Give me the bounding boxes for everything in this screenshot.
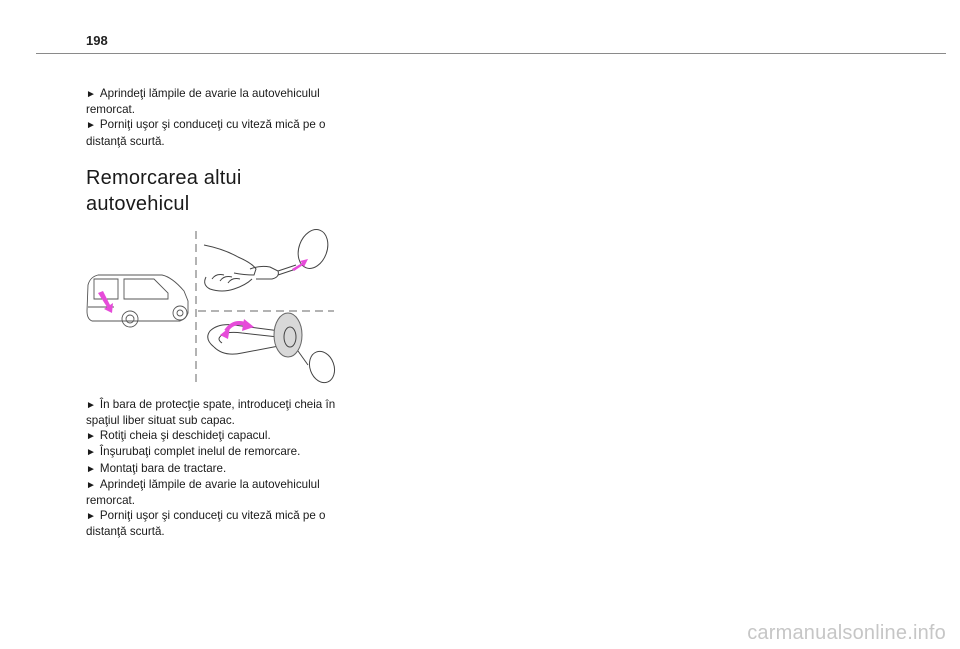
hand-with-key-drawing: [204, 227, 333, 291]
step-item: ► Înşurubaţi complet inelul de remorcare.: [86, 444, 346, 460]
watermark: carmanualsonline.info: [747, 622, 946, 644]
step-item: ► Porniţi uşor şi conduceţi cu viteză mică pe o distanţă scurtă.: [86, 118, 326, 148]
bullet-arrow-icon: ►: [86, 431, 96, 443]
page-number: 198: [86, 33, 108, 48]
header-divider: [36, 53, 946, 54]
content-column: [86, 86, 346, 540]
towing-ring-drawing: [208, 313, 339, 385]
step-item: ► Aprindeţi lămpile de avarie la autovehiculul remorcat.: [86, 87, 320, 117]
towing-eye-illustration: [84, 227, 346, 385]
bullet-arrow-icon: ►: [86, 399, 96, 411]
step-item: ► Aprindeţi lămpile de avarie la autovehiculul remorcat.: [86, 477, 320, 508]
bullet-arrow-icon: ►: [86, 447, 96, 459]
step-item: ► Montaţi bara de tractare.: [86, 461, 346, 477]
bullet-arrow-icon: ►: [86, 120, 96, 132]
bullet-arrow-icon: ►: [86, 479, 96, 491]
step-item: ► Rotiţi cheia şi deschideţi capacul.: [86, 428, 346, 444]
step-item: ► Porniţi uşor şi conduceţi cu viteză mică pe o distanţă scurtă.: [86, 509, 326, 539]
arrow-icon: [98, 291, 113, 313]
bullet-arrow-icon: ►: [86, 463, 96, 475]
section-title: Remorcarea altui autovehicul: [86, 166, 242, 215]
intro-steps: [86, 86, 346, 149]
van-rear-drawing: [87, 275, 188, 327]
step-item: ► În bara de protecţie spate, introduceţi cheia în spaţiul liber situat sub capac.: [86, 397, 336, 428]
bullet-arrow-icon: ►: [86, 511, 96, 523]
section-steps: [86, 397, 346, 540]
bullet-arrow-icon: ►: [86, 89, 96, 100]
